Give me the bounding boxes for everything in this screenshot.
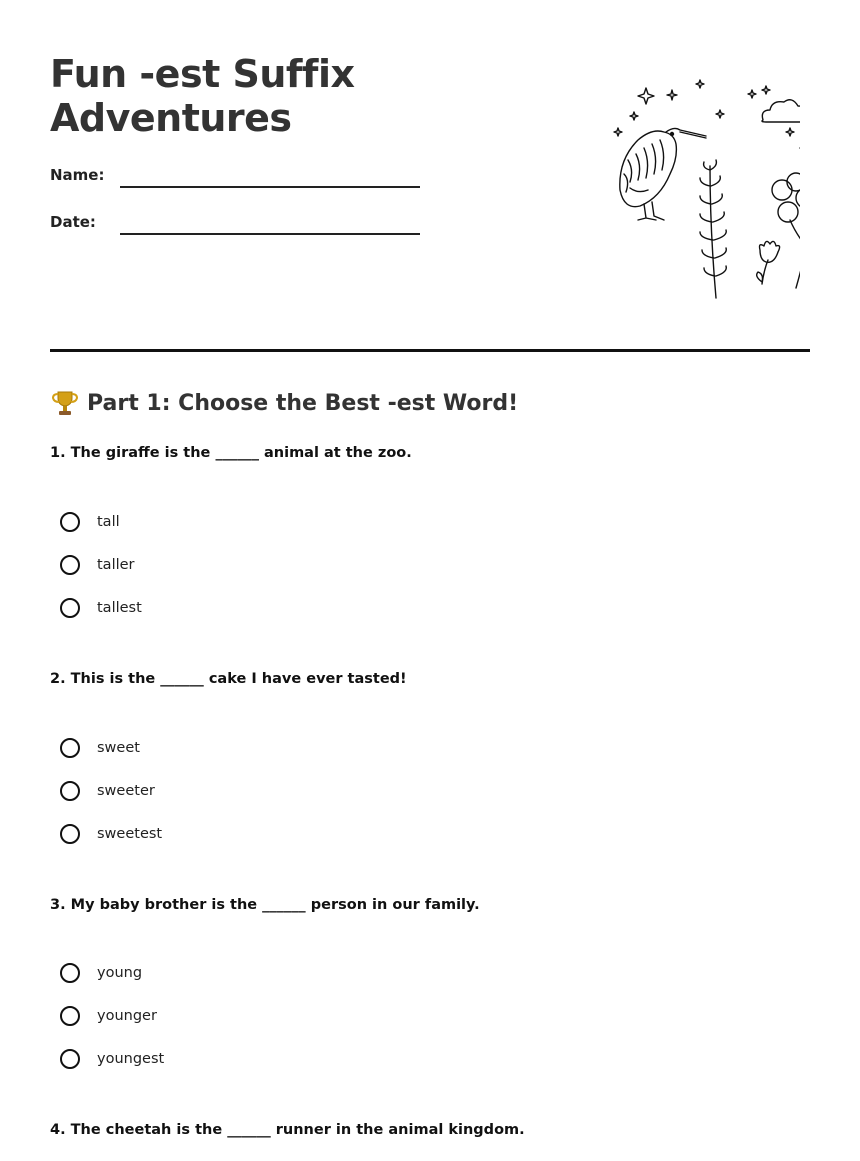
radio-button[interactable]	[60, 1006, 80, 1026]
header-divider	[50, 349, 810, 352]
name-field[interactable]	[50, 166, 430, 196]
q2-option-3[interactable]	[60, 821, 162, 847]
radio-button[interactable]	[60, 1049, 80, 1069]
date-line[interactable]	[120, 233, 420, 235]
option-label: sweeter	[97, 783, 155, 799]
option-label: tall	[97, 514, 120, 530]
worksheet-title	[50, 52, 470, 140]
radio-button[interactable]	[60, 555, 80, 575]
cloud-icon	[762, 100, 800, 122]
question-2: 2. This is the ______ cake I have ever tasted!	[50, 671, 407, 687]
radio-button[interactable]	[60, 738, 80, 758]
question-1: 1. The giraffe is the ______ animal at the zoo.	[50, 445, 412, 461]
q1-option-1[interactable]	[60, 509, 120, 535]
q2-option-1[interactable]	[60, 735, 140, 761]
q3-option-2[interactable]	[60, 1003, 157, 1029]
q3-option-1[interactable]	[60, 960, 142, 986]
option-label: young	[97, 965, 143, 981]
option-label: taller	[97, 557, 135, 573]
radio-button[interactable]	[60, 824, 80, 844]
name-label: Name:	[50, 166, 105, 184]
option-label: younger	[97, 1008, 157, 1024]
radio-button[interactable]	[60, 598, 80, 618]
sparkle-icons	[614, 80, 800, 152]
fern-icon	[700, 160, 726, 298]
q3-option-3[interactable]	[60, 1046, 164, 1072]
flower-tree-icon	[772, 173, 800, 288]
worksheet-page	[50, 0, 810, 1161]
radio-button[interactable]	[60, 512, 80, 532]
question-3: 3. My baby brother is the ______ person in our family.	[50, 897, 480, 913]
date-field[interactable]	[50, 213, 430, 243]
q1-option-3[interactable]	[60, 595, 142, 621]
title-line-1: Fun -est Suffix	[50, 52, 355, 96]
question-4: 4. The cheetah is the ______ runner in the animal kingdom.	[50, 1122, 525, 1138]
date-label: Date:	[50, 213, 96, 231]
name-line[interactable]	[120, 186, 420, 188]
kiwi-bird-and-plants-illustration	[560, 70, 800, 305]
part1-title	[50, 388, 518, 418]
radio-button[interactable]	[60, 781, 80, 801]
option-label: sweetest	[97, 826, 163, 842]
option-label: sweet	[97, 740, 140, 756]
option-label: youngest	[97, 1051, 165, 1067]
small-flower-icon	[757, 241, 780, 284]
q2-option-2[interactable]	[60, 778, 155, 804]
part1-title-text: Part 1: Choose the Best -est Word!	[87, 390, 519, 416]
kiwi-bird-icon	[620, 128, 706, 220]
q1-option-2[interactable]	[60, 552, 135, 578]
radio-button[interactable]	[60, 963, 80, 983]
trophy-icon	[50, 388, 80, 418]
title-line-2: Adventures	[50, 96, 292, 140]
option-label: tallest	[97, 600, 142, 616]
